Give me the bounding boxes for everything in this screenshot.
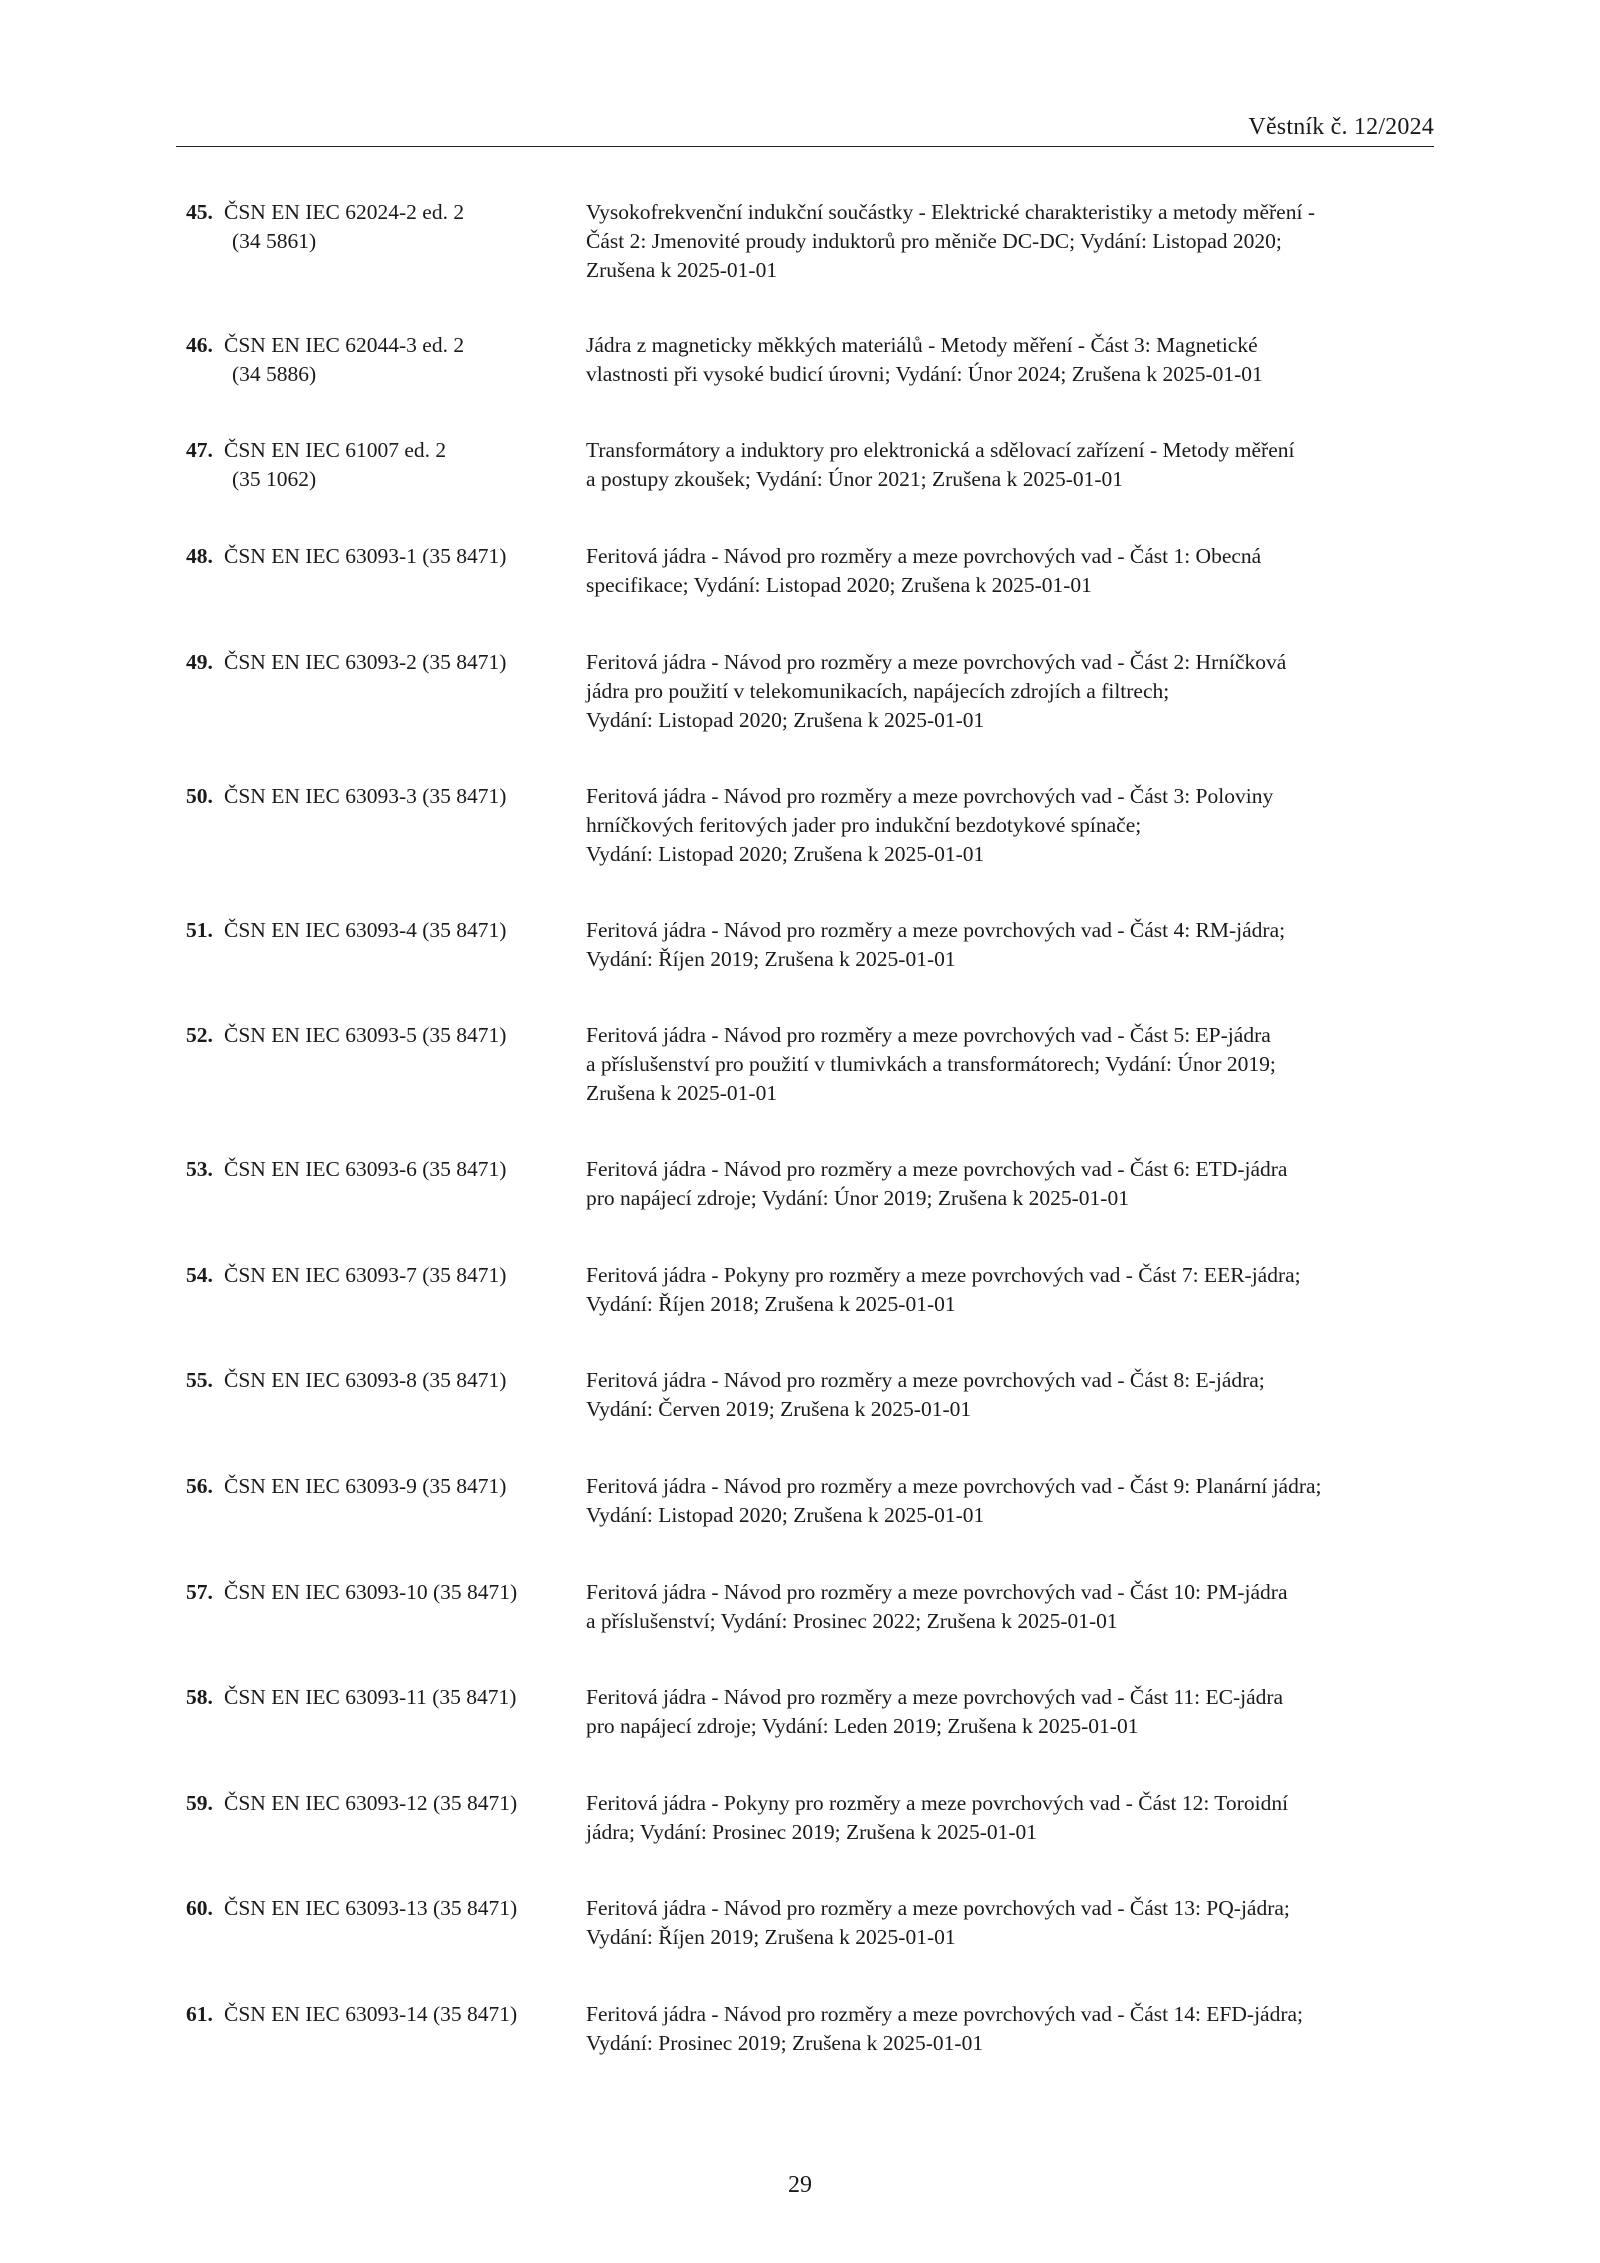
standard-description <box>586 1155 1426 1213</box>
standard-code <box>224 648 554 677</box>
entry-number: 48. <box>186 544 213 568</box>
description-line: Jádra z magneticky měkkých materiálů - Metody měření - Část 3: Magnetické <box>586 333 1258 357</box>
standard-code <box>224 1578 554 1607</box>
standard-code <box>224 1894 554 1923</box>
standard-code-line: (34 5886) <box>232 362 317 386</box>
entry-number: 50. <box>186 784 213 808</box>
standard-code-line: ČSN EN IEC 63093-14 (35 8471) <box>224 2002 518 2026</box>
standard-description <box>586 1578 1426 1636</box>
description-line: Zrušena k 2025-01-01 <box>586 1081 778 1105</box>
description-line: Vydání: Červen 2019; Zrušena k 2025-01-01 <box>586 1397 972 1421</box>
standard-description <box>586 648 1426 735</box>
description-line: specifikace; Vydání: Listopad 2020; Zrušena k 2025-01-01 <box>586 573 1092 597</box>
description-line: a příslušenství; Vydání: Prosinec 2022; Zrušena k 2025-01-01 <box>586 1609 1118 1633</box>
standard-description <box>586 1021 1426 1108</box>
description-line: Feritová jádra - Návod pro rozměry a meze povrchových vad - Část 8: E-jádra; <box>586 1368 1265 1392</box>
standard-description <box>586 331 1426 389</box>
description-line: Vydání: Listopad 2020; Zrušena k 2025-01-01 <box>586 1503 985 1527</box>
standard-code-line: ČSN EN IEC 63093-11 (35 8471) <box>224 1685 517 1709</box>
description-line: Vydání: Říjen 2018; Zrušena k 2025-01-01 <box>586 1292 956 1316</box>
standard-description <box>586 198 1426 285</box>
standard-code-line: ČSN EN IEC 63093-3 (35 8471) <box>224 784 507 808</box>
standard-description <box>586 1683 1426 1741</box>
entry-number: 57. <box>186 1580 213 1604</box>
entry-number: 61. <box>186 2002 213 2026</box>
description-line: Vydání: Říjen 2019; Zrušena k 2025-01-01 <box>586 947 956 971</box>
description-line: Feritová jádra - Návod pro rozměry a meze povrchových vad - Část 10: PM-jádra <box>586 1580 1288 1604</box>
standard-code <box>224 436 554 494</box>
standard-code-line: ČSN EN IEC 63093-5 (35 8471) <box>224 1023 507 1047</box>
description-line: Vydání: Listopad 2020; Zrušena k 2025-01-01 <box>586 842 985 866</box>
standard-code <box>224 782 554 811</box>
standard-code-line: ČSN EN IEC 63093-1 (35 8471) <box>224 544 507 568</box>
description-line: hrníčkových feritových jader pro indukční bezdotykové spínače; <box>586 813 1142 837</box>
standard-description <box>586 2000 1426 2058</box>
description-line: pro napájecí zdroje; Vydání: Leden 2019; Zrušena k 2025-01-01 <box>586 1714 1139 1738</box>
standard-code-line: ČSN EN IEC 61007 ed. 2 <box>224 438 447 462</box>
standard-code <box>224 916 554 945</box>
entry-number: 47. <box>186 438 213 462</box>
entry-number: 46. <box>186 333 213 357</box>
entry-number: 58. <box>186 1685 213 1709</box>
standard-description <box>586 1789 1426 1847</box>
standard-code <box>224 2000 554 2029</box>
standard-code-line: (34 5861) <box>232 229 317 253</box>
entry-number: 49. <box>186 650 213 674</box>
standard-description <box>586 542 1426 600</box>
standard-code <box>224 1366 554 1395</box>
page-header <box>176 112 1434 147</box>
publication-title: Věstník č. 12/2024 <box>1248 114 1434 140</box>
description-line: Feritová jádra - Návod pro rozměry a meze povrchových vad - Část 11: EC-jádra <box>586 1685 1284 1709</box>
standard-code-line: ČSN EN IEC 63093-12 (35 8471) <box>224 1791 518 1815</box>
standard-code <box>224 542 554 571</box>
standard-description <box>586 1261 1426 1319</box>
description-line: Feritová jádra - Návod pro rozměry a meze povrchových vad - Část 3: Poloviny <box>586 784 1274 808</box>
page-number: 29 <box>788 2172 812 2198</box>
description-line: Feritová jádra - Návod pro rozměry a meze povrchových vad - Část 5: EP-jádra <box>586 1023 1271 1047</box>
standard-code-line: ČSN EN IEC 63093-9 (35 8471) <box>224 1474 507 1498</box>
entry-number: 52. <box>186 1023 213 1047</box>
entry-number: 53. <box>186 1157 213 1181</box>
description-line: Feritová jádra - Návod pro rozměry a meze povrchových vad - Část 13: PQ-jádra; <box>586 1896 1290 1920</box>
standard-code <box>224 331 554 389</box>
standard-code-line: ČSN EN IEC 63093-6 (35 8471) <box>224 1157 507 1181</box>
standard-code <box>224 198 554 256</box>
standard-code-line: (35 1062) <box>232 467 317 491</box>
standard-code-line: ČSN EN IEC 63093-7 (35 8471) <box>224 1263 507 1287</box>
description-line: pro napájecí zdroje; Vydání: Únor 2019; Zrušena k 2025-01-01 <box>586 1186 1129 1210</box>
description-line: Transformátory a induktory pro elektronická a sdělovací zařízení - Metody měření <box>586 438 1295 462</box>
description-line: a postupy zkoušek; Vydání: Únor 2021; Zrušena k 2025-01-01 <box>586 467 1124 491</box>
standard-code <box>224 1021 554 1050</box>
standard-code <box>224 1261 554 1290</box>
standard-code-line: ČSN EN IEC 63093-8 (35 8471) <box>224 1368 507 1392</box>
description-line: Vysokofrekvenční indukční součástky - Elektrické charakteristiky a metody měření - <box>586 200 1315 224</box>
standard-code-line: ČSN EN IEC 63093-10 (35 8471) <box>224 1580 518 1604</box>
entry-number: 54. <box>186 1263 213 1287</box>
description-line: Feritová jádra - Pokyny pro rozměry a meze povrchových vad - Část 7: EER-jádra; <box>586 1263 1301 1287</box>
description-line: Feritová jádra - Návod pro rozměry a meze povrchových vad - Část 1: Obecná <box>586 544 1262 568</box>
description-line: Feritová jádra - Návod pro rozměry a meze povrchových vad - Část 14: EFD-jádra; <box>586 2002 1304 2026</box>
description-line: Feritová jádra - Návod pro rozměry a meze povrchových vad - Část 9: Planární jádra; <box>586 1474 1322 1498</box>
description-line: vlastnosti při vysoké budicí úrovni; Vydání: Únor 2024; Zrušena k 2025-01-01 <box>586 362 1263 386</box>
standard-description <box>586 1894 1426 1952</box>
entry-number: 60. <box>186 1896 213 1920</box>
entry-number: 55. <box>186 1368 213 1392</box>
standard-code-line: ČSN EN IEC 63093-4 (35 8471) <box>224 918 507 942</box>
entry-number: 56. <box>186 1474 213 1498</box>
standard-code-line: ČSN EN IEC 63093-2 (35 8471) <box>224 650 507 674</box>
standard-code <box>224 1789 554 1818</box>
description-line: jádra; Vydání: Prosinec 2019; Zrušena k 2025-01-01 <box>586 1820 1038 1844</box>
description-line: Feritová jádra - Návod pro rozměry a meze povrchových vad - Část 4: RM-jádra; <box>586 918 1286 942</box>
standard-description <box>586 1366 1426 1424</box>
standard-code <box>224 1683 554 1712</box>
entry-number: 59. <box>186 1791 213 1815</box>
standard-code <box>224 1155 554 1184</box>
description-line: Feritová jádra - Návod pro rozměry a meze povrchových vad - Část 6: ETD-jádra <box>586 1157 1288 1181</box>
entry-number: 45. <box>186 200 213 224</box>
description-line: Feritová jádra - Pokyny pro rozměry a meze povrchových vad - Část 12: Toroidní <box>586 1791 1289 1815</box>
standard-code-line: ČSN EN IEC 62044-3 ed. 2 <box>224 333 465 357</box>
standard-code-line: ČSN EN IEC 63093-13 (35 8471) <box>224 1896 518 1920</box>
standard-code-line: ČSN EN IEC 62024-2 ed. 2 <box>224 200 465 224</box>
standard-description <box>586 916 1426 974</box>
standard-description <box>586 1472 1426 1530</box>
description-line: Část 2: Jmenovité proudy induktorů pro měniče DC-DC; Vydání: Listopad 2020; <box>586 229 1282 253</box>
description-line: Zrušena k 2025-01-01 <box>586 258 778 282</box>
description-line: jádra pro použití v telekomunikacích, napájecích zdrojích a filtrech; <box>586 679 1170 703</box>
description-line: Vydání: Říjen 2019; Zrušena k 2025-01-01 <box>586 1925 956 1949</box>
standard-description <box>586 782 1426 869</box>
description-line: a příslušenství pro použití v tlumivkách a transformátorech; Vydání: Únor 2019; <box>586 1052 1276 1076</box>
description-line: Vydání: Prosinec 2019; Zrušena k 2025-01-01 <box>586 2031 984 2055</box>
description-line: Vydání: Listopad 2020; Zrušena k 2025-01-01 <box>586 708 985 732</box>
standard-description <box>586 436 1426 494</box>
description-line: Feritová jádra - Návod pro rozměry a meze povrchových vad - Část 2: Hrníčková <box>586 650 1287 674</box>
standard-code <box>224 1472 554 1501</box>
entry-number: 51. <box>186 918 213 942</box>
